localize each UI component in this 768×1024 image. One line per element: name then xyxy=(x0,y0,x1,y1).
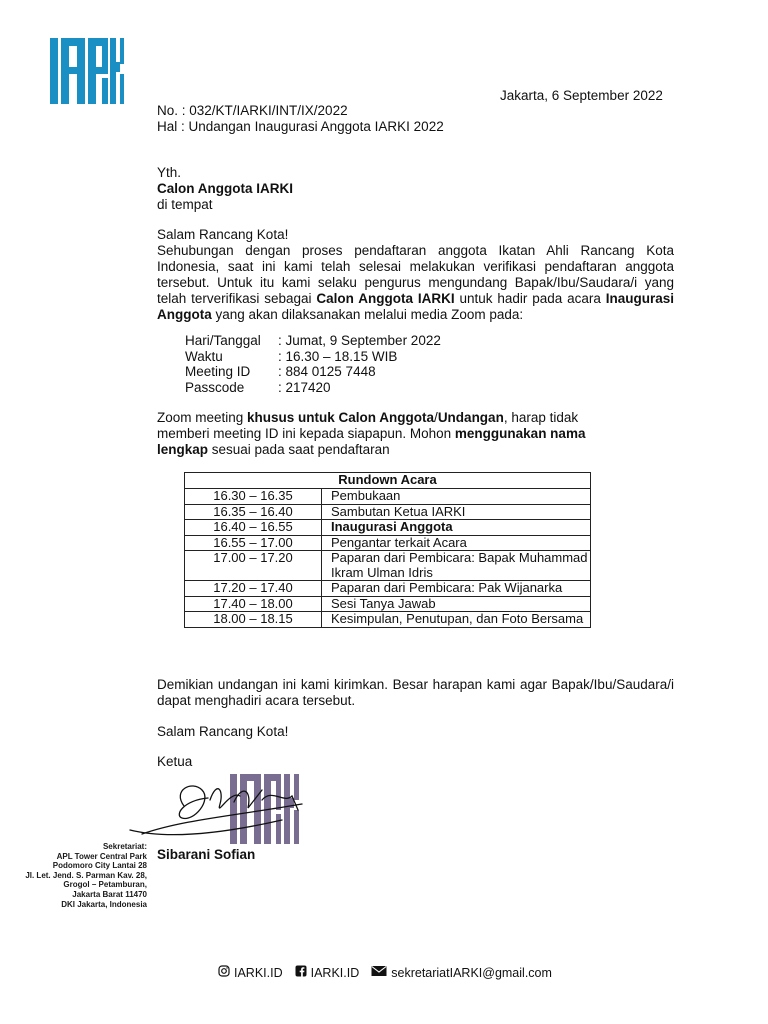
body-text-a: Sehubungan dengan proses pendaftaran anggota Ikatan Ahli Rancang Kota Indonesia, saat ini kami telah selesai melakukan verifikasi pendaftaran anggota tersebut. Untuk itu kami selaku pengurus mengundang Bapak/Ibu/Saudara/i yang telah terverifikasi sebagai xyxy=(157,243,674,306)
rundown-time: 17.00 – 17.20 xyxy=(185,551,322,581)
table-row xyxy=(185,551,591,581)
body-paragraph xyxy=(157,243,674,323)
detail-value: : 16.30 – 18.15 WIB xyxy=(278,348,398,364)
table-row xyxy=(185,520,591,536)
body-text-d: Inaugurasi Anggota xyxy=(157,291,674,322)
zoom-note-d: Undangan xyxy=(437,410,504,425)
address-line: Jl. Let. Jend. S. Parman Kav. 28, xyxy=(25,870,147,880)
body-text-b: Calon Anggota IARKI xyxy=(316,291,455,306)
footer-facebook[interactable] xyxy=(295,965,360,981)
detail-key: Waktu xyxy=(185,348,223,364)
rundown-activity: Paparan dari Pembicara: Bapak Muhammad Ikram Ulman Idris xyxy=(322,551,591,581)
detail-value: : 884 0125 7448 xyxy=(278,364,376,379)
detail-row xyxy=(185,333,441,349)
event-details xyxy=(185,333,441,395)
address-line: Jakarta Barat 11470 xyxy=(72,889,147,899)
rundown-activity: Pembukaan xyxy=(322,489,591,505)
recipient-yth: Yth. xyxy=(157,165,182,180)
detail-row xyxy=(185,349,441,365)
recipient-place: di tempat xyxy=(157,197,213,212)
rundown-time: 16.40 – 16.55 xyxy=(185,520,322,536)
table-row xyxy=(185,596,591,612)
rundown-time: 16.55 – 17.00 xyxy=(185,535,322,551)
instagram-handle: IARKI.ID xyxy=(234,966,283,980)
rundown-activity: Sesi Tanya Jawab xyxy=(322,596,591,612)
facebook-handle: IARKI.ID xyxy=(310,966,360,980)
detail-key: Passcode xyxy=(185,379,245,395)
address-line: APL Tower Central Park xyxy=(56,851,147,861)
detail-key: Hari/Tanggal xyxy=(185,333,261,348)
body-text-e: yang akan dilaksanakan melalui media Zoom pada: xyxy=(211,307,524,322)
address-line: DKI Jakarta, Indonesia xyxy=(61,899,147,909)
rundown-title: Rundown Acara xyxy=(185,473,591,489)
detail-row xyxy=(185,364,441,380)
letter-number: No. : 032/KT/IARKI/INT/IX/2022 xyxy=(157,103,348,118)
detail-value: : 217420 xyxy=(278,379,331,395)
signature-stamp xyxy=(122,760,322,850)
table-row xyxy=(185,535,591,551)
rundown-header-row xyxy=(185,473,591,489)
mail-icon xyxy=(371,965,391,981)
signer-role: Ketua xyxy=(157,754,193,769)
address-line: Podomoro City Lantai 28 xyxy=(52,861,147,871)
table-row xyxy=(185,504,591,520)
iarki-logo xyxy=(50,38,124,104)
rundown-activity: Paparan dari Pembicara: Pak Wijanarka xyxy=(322,581,591,597)
zoom-note-a: Zoom meeting xyxy=(157,410,248,425)
rundown-activity: Pengantar terkait Acara xyxy=(322,535,591,551)
detail-row xyxy=(185,380,441,396)
rundown-activity: Inaugurasi Anggota xyxy=(322,520,591,536)
rundown-time: 17.40 – 18.00 xyxy=(185,596,322,612)
closing-paragraph: Demikian undangan ini kami kirimkan. Besar harapan kami agar Bapak/Ibu/Saudara/i dapat menghadiri acara tersebut. xyxy=(157,677,674,708)
zoom-note-b: khusus untuk Calon Anggota xyxy=(247,410,435,425)
footer-contacts xyxy=(218,965,564,981)
rundown-table xyxy=(184,472,591,628)
rundown-time: 16.35 – 16.40 xyxy=(185,504,322,520)
closing-greeting: Salam Rancang Kota! xyxy=(157,724,289,739)
facebook-icon xyxy=(295,965,311,981)
recipient-block xyxy=(157,165,293,213)
zoom-note xyxy=(157,410,617,458)
signer-name: Sibarani Sofian xyxy=(157,847,256,862)
footer-instagram[interactable] xyxy=(218,965,283,981)
body-text-c: untuk hadir pada acara xyxy=(454,291,606,306)
greeting: Salam Rancang Kota! xyxy=(157,227,289,242)
letter-date: Jakarta, 6 September 2022 xyxy=(500,88,663,103)
address-line: Sekretariat: xyxy=(102,842,147,851)
instagram-icon xyxy=(218,965,234,981)
rundown-activity: Kesimpulan, Penutupan, dan Foto Bersama xyxy=(322,612,591,628)
recipient-name: Calon Anggota IARKI xyxy=(157,181,293,196)
footer-email[interactable] xyxy=(371,965,552,981)
letter-reference xyxy=(157,103,444,135)
detail-value: : Jumat, 9 September 2022 xyxy=(278,333,441,348)
detail-key: Meeting ID xyxy=(185,364,251,379)
zoom-note-e: , harap tidak memberi meeting ID ini kepada siapapun. Mohon xyxy=(157,410,579,441)
zoom-note-c: / xyxy=(434,410,438,425)
address-line: Grogol – Petamburan, xyxy=(63,880,147,890)
sekretariat-address xyxy=(0,842,147,909)
table-row xyxy=(185,612,591,628)
rundown-time: 17.20 – 17.40 xyxy=(185,581,322,597)
table-row xyxy=(185,581,591,597)
zoom-note-g: sesuai pada saat pendaftaran xyxy=(208,442,390,457)
letter-body xyxy=(157,227,674,323)
rundown-activity: Sambutan Ketua IARKI xyxy=(322,504,591,520)
zoom-note-f: menggunakan nama lengkap xyxy=(157,426,586,457)
letter-subject: Hal : Undangan Inaugurasi Anggota IARKI 2022 xyxy=(157,119,444,134)
table-row xyxy=(185,489,591,505)
rundown-time: 16.30 – 16.35 xyxy=(185,489,322,505)
rundown-time: 18.00 – 18.15 xyxy=(185,612,322,628)
email-address: sekretariatIARKI@gmail.com xyxy=(391,966,552,980)
